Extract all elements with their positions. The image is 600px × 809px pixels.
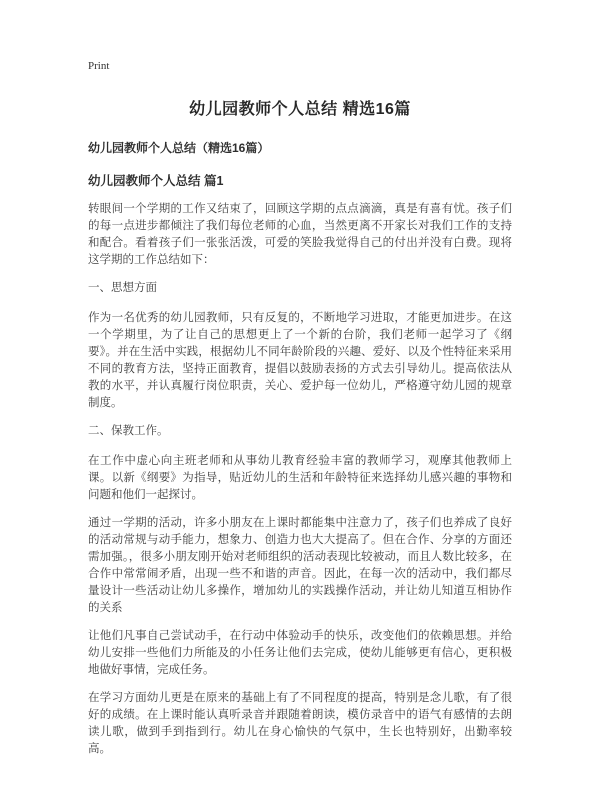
paragraph-intro: 转眼间一个学期的工作又结束了，回顾这学期的点点滴滴，真是有喜有忧。孩子们的每一点进步都倾注了我们每位老师的心血，当然更离不开家长对我们工作的支持和配合。看着孩子们一张张活泼，可爱的笑脸我觉得自己的付出并没有白费。现将这学期的工作总结如下： <box>88 203 512 266</box>
section-heading: 幼儿园教师个人总结 篇1 <box>88 174 224 188</box>
subsection-label-thoughts: 一、思想方面 <box>88 282 157 294</box>
paragraph-learning: 在学习方面幼儿更是在原来的基础上有了不同程度的提高，特别是念儿歌，有了很好的成绩。在上课时能认真听录音并跟随着朗读，模仿录音中的语气有感情的去朗读儿歌，做到手到指到行。幼儿在身心愉快的气氛中，生长也特别好，出勤率较高。 <box>88 692 512 755</box>
print-link[interactable]: Print <box>88 60 110 72</box>
subsection-label-care-teaching: 二、保教工作。 <box>88 425 169 437</box>
document-subtitle: 幼儿园教师个人总结（精选16篇） <box>88 141 270 155</box>
document-title: 幼儿园教师个人总结 精选16篇 <box>189 101 411 118</box>
paragraph-care-teaching: 在工作中虚心向主班老师和从事幼儿教育经验丰富的教师学习，观摩其他教师上课。以新《纲要》为指导，贴近幼儿的生活和年龄特征来选择幼儿感兴趣的事物和问题和他们一起探讨。 <box>88 455 512 501</box>
title-row <box>88 96 512 119</box>
paragraph-thoughts: 作为一名优秀的幼儿园教师，只有反复的，不断地学习进取，才能更加进步。在这一个学期里，为了让自己的思想更上了一个新的台阶，我们老师一起学习了《纲要》。并在生活中实践，根据幼儿不同年龄阶段的兴趣、爱好、以及个性特征来采用不同的教育方法，坚持正面教育，提倡以鼓励表扬的方式去引导幼儿。提高依法从教的水平，并认真履行岗位职责，关心、爱护每一位幼儿，严格遵守幼儿园的规章制度。 <box>88 312 512 409</box>
paragraph-hands-on: 让他们凡事自己尝试动手，在行动中体验动手的快乐，改变他们的依赖思想。并给幼儿安排一些他们力所能及的小任务让他们去完成，使幼儿能够更有信心，更积极地做好事情，完成任务。 <box>88 630 512 676</box>
paragraph-activities: 通过一学期的活动，许多小朋友在上课时都能集中注意力了，孩子们也养成了良好的活动常规与动手能力，想象力、创造力也大大提高了。但在合作、分享的方面还需加强。，很多小朋友刚开始对老师组织的活动表现比较被动，而且人数比较多，在合作中常常闹矛盾，出现一些不和谐的声音。因此，在每一次的活动中，我们都尽量设计一些活动让幼儿多操作，增加幼儿的实践操作活动，并让幼儿知道互相协作的关系 <box>88 517 512 614</box>
